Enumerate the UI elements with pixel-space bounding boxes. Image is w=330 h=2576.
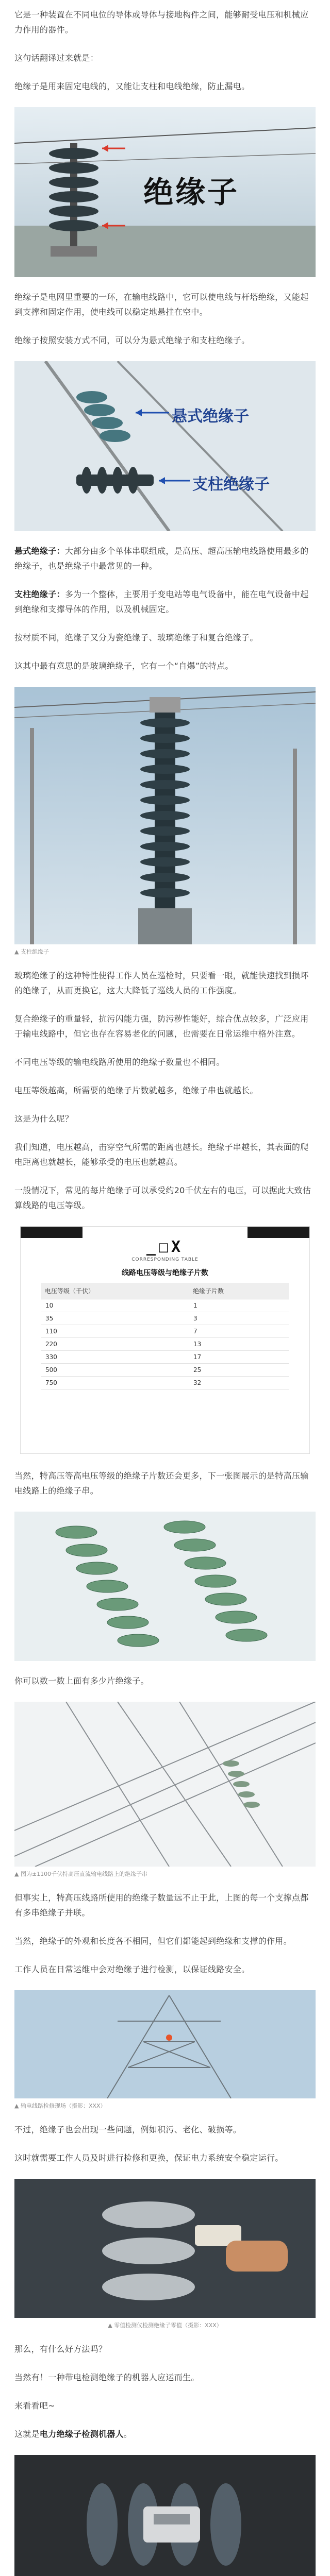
- zero-value-test-photo: [14, 2179, 316, 2318]
- section-7: [0, 2330, 330, 2442]
- maintenance-photo: [14, 1990, 316, 2098]
- section-paragraph: 绝缘子按照安装方式不同，可以分为悬式绝缘子和支柱绝缘子。: [14, 335, 250, 345]
- section-paragraph: 这就是电力绝缘子检测机器人。: [14, 2429, 133, 2439]
- table-row: 330 17: [41, 1351, 289, 1364]
- insulator-label: 绝缘子: [143, 175, 240, 210]
- section-paragraph: 我们知道，电压越高，击穿空气所需的距离也越长。绝缘子串越长，其表面的爬电距离也就越长，能够承受的电压也就越高。: [14, 1142, 309, 1167]
- intro-paragraph: 它是一种装置在不同电位的导体或导体与接地构件之间，能够耐受电压和机械应力作用的器件。: [14, 10, 309, 35]
- section-paragraph: 来看看吧~: [14, 2401, 55, 2411]
- table-row: 35 3: [41, 1312, 289, 1325]
- section-paragraph: [14, 544, 316, 573]
- suspension-insulator-label: 悬式绝缘子: [172, 408, 249, 426]
- section-3: [0, 957, 330, 1213]
- table-row: 110 7: [41, 1325, 289, 1338]
- section-paragraph: 一般情况下，常见的每片绝缘子可以承受约20千伏左右的电压，可以据此大致估算线路的电压等级。: [14, 1185, 311, 1210]
- insulator-types-photo: [14, 361, 316, 531]
- intro-block: [0, 0, 330, 94]
- table-title: 线路电压等级与绝缘子片数: [122, 1269, 208, 1277]
- section-paragraph: 当然，特高压等高电压等级的绝缘子片数还会更多，下一张图展示的是特高压输电线路上的绝缘子串。: [14, 1471, 309, 1496]
- tower-insulator-photo: [14, 1702, 316, 1867]
- table-logo: _□X: [146, 1238, 184, 1256]
- section-4b: [0, 1661, 330, 1688]
- table-row: 10 1: [41, 1299, 289, 1312]
- section-paragraph: 不同电压等级的输电线路所使用的绝缘子数量也不相同。: [14, 1057, 225, 1067]
- section-paragraph: 当然有！一种带电检测绝缘子的机器人应运而生。: [14, 2372, 200, 2382]
- table-header-count: 绝缘子片数: [189, 1283, 289, 1299]
- section-2: [0, 531, 330, 673]
- definition-text: 大部分由多个单体串联组成，是高压、超高压输电线路使用最多的绝缘子，也是绝缘子中最常见的一种。: [14, 546, 309, 571]
- section-paragraph: [14, 587, 316, 617]
- table-corner-bar: [21, 1227, 82, 1238]
- section-paragraph: 这时就需要工作人员及时进行检修和更换，保证电力系统安全稳定运行。: [14, 2153, 284, 2163]
- figure-caption: ▲ 支柱绝缘子: [14, 948, 49, 955]
- term-suspension: 悬式绝缘子：: [14, 546, 65, 556]
- intro-paragraph: 这句话翻译过来就是：: [14, 53, 99, 63]
- voltage-table-card: [20, 1226, 310, 1454]
- section-paragraph: 那么，有什么好方法吗？: [14, 2344, 107, 2354]
- table-logo-sub: CORRESPONDING TABLE: [131, 1257, 199, 1262]
- figure-caption: ▲ 零值检测仪检测绝缘子零值（摄影：XXX）: [108, 2322, 222, 2329]
- section-1: [0, 277, 330, 348]
- figure-caption: ▲ 输电线路检修现场（摄影：XXX）: [14, 2103, 106, 2109]
- section-6: [0, 2111, 330, 2165]
- table-corner-bar: [248, 1227, 309, 1238]
- section-paragraph: 电压等级越高，所需要的绝缘子片数就越多，绝缘子串也就越长。: [14, 1086, 258, 1095]
- section-5: [0, 1879, 330, 1977]
- section-paragraph: 按材质不同，绝缘子又分为瓷绝缘子、玻璃绝缘子和复合绝缘子。: [14, 633, 258, 642]
- section-4: [0, 1454, 330, 1498]
- section-paragraph: 这其中最有意思的是玻璃绝缘子，它有一个“自爆”的特点。: [14, 661, 234, 671]
- section-paragraph: 绝缘子是电网里重要的一环，在输电线路中，它可以使电线与杆塔绝缘，又能起到支撑和固定作用，使电线可以稳定地悬挂在空中。: [14, 292, 309, 317]
- section-paragraph: 玻璃绝缘子的这种特性使得工作人员在巡检时，只要看一眼，就能快速找到损坏的绝缘子，从而更换它，这大大降低了巡线人员的工作强度。: [14, 971, 309, 995]
- post-insulator-photo: [14, 687, 316, 944]
- table-row: 500 25: [41, 1364, 289, 1377]
- section-paragraph: 你可以数一数上面有多少片绝缘子。: [14, 1676, 149, 1686]
- table-header-voltage: 电压等级（千伏）: [41, 1283, 189, 1299]
- section-paragraph: 当然，绝缘子的外观和长度各不相同，但它们都能起到绝缘和支撑的作用。: [14, 1936, 292, 1946]
- definition-text: 多为一个整体，主要用于变电站等电气设备中，能在电气设备中起到绝缘和支撑导体的作用，以及机械固定。: [14, 589, 309, 614]
- voltage-insulator-table: [41, 1283, 289, 1389]
- intro-paragraph: 绝缘子是用来固定电线的，又能让支柱和电线绝缘，防止漏电。: [14, 81, 250, 91]
- table-row: 750 32: [41, 1377, 289, 1389]
- section-paragraph: 不过，绝缘子也会出现一些问题，例如积污、老化、破损等。: [14, 2125, 242, 2134]
- figure-caption: ▲ 图为±1100千伏特高压直流输电线路上的绝缘子串: [14, 1871, 148, 1877]
- robot-photo: [14, 2455, 316, 2576]
- term-post: 支柱绝缘子：: [14, 589, 65, 599]
- table-row: 220 13: [41, 1338, 289, 1351]
- section-paragraph: 这是为什么呢？: [14, 1114, 74, 1124]
- section-paragraph: 但事实上，特高压线路所使用的绝缘子数量远不止于此，上图的每一个支撑点都有多串绝缘子并联。: [14, 1893, 309, 1918]
- glass-insulator-photo: [14, 1512, 316, 1661]
- insulator-photo: [14, 107, 316, 277]
- section-paragraph: 复合绝缘子的重量轻，抗污闪能力强，防污秽性能好，综合优点较多，广泛应用于输电线路中，但它也存在容易老化的问题，也需要在日常运维中格外注意。: [14, 1014, 309, 1039]
- robot-name: 电力绝缘子检测机器人: [39, 2429, 124, 2439]
- section-paragraph: 工作人员在日常运维中会对绝缘子进行检测，以保证线路安全。: [14, 1964, 250, 1974]
- post-insulator-label: 支柱绝缘子: [192, 476, 270, 494]
